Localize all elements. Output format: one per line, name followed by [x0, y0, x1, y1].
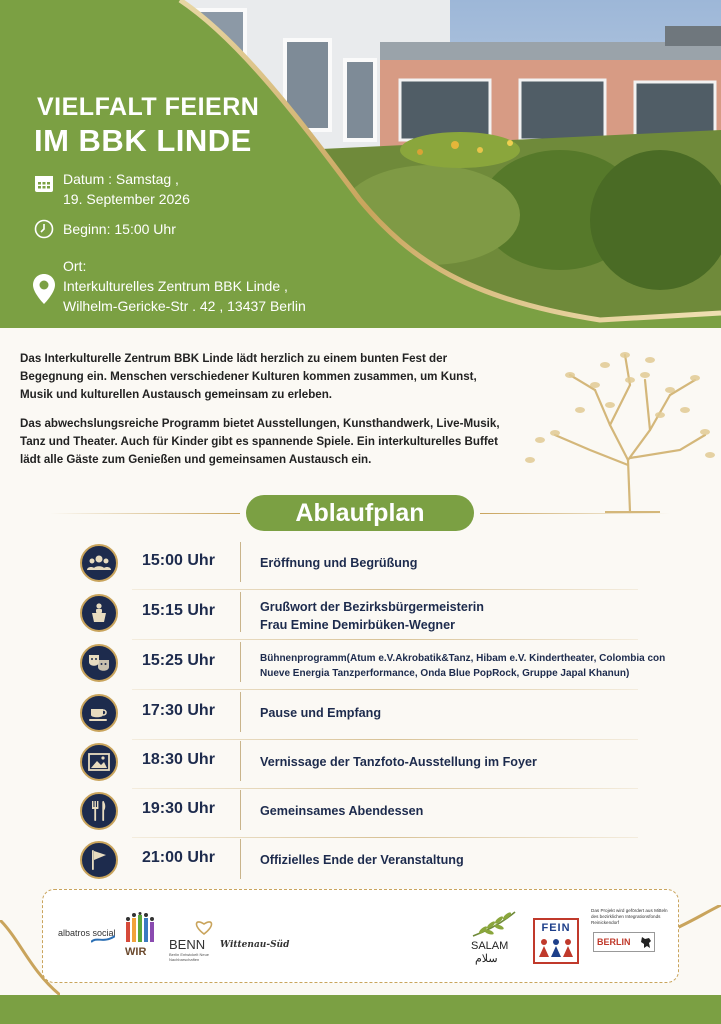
- wittenau-logo: Wittenau-Süd: [220, 940, 290, 950]
- begin-time: Beginn: 15:00 Uhr: [63, 221, 176, 237]
- benn-logo-text: BENN: [169, 937, 206, 952]
- schedule-time: 15:00 Uhr: [142, 552, 215, 569]
- schedule-time: 15:25 Uhr: [142, 652, 215, 669]
- albatros-logo: albatros social: [58, 928, 116, 938]
- cutlery-icon: [80, 792, 118, 830]
- schedule-description-line-2: Frau Emine Demirbüken-Wegner: [260, 618, 456, 632]
- schedule-description-line-2: Nueve Energia Tanzperformance, Onda Blue PopRock, Gruppe Japal Khanun): [260, 668, 630, 679]
- berlin-logo-text: BERLIN: [597, 937, 631, 947]
- row-divider: [240, 839, 241, 879]
- salam-olive-branch-icon: [469, 910, 519, 940]
- podium-icon: [80, 594, 118, 632]
- schedule-row: [80, 788, 638, 838]
- date-info: [34, 169, 190, 209]
- group-icon: [80, 544, 118, 582]
- location-line-2: Wilhelm-Gericke-Str . 42 , 13437 Berlin: [63, 298, 306, 314]
- title-line-1: VIELFALT FEIERN: [37, 93, 260, 121]
- footer-band: [0, 995, 721, 1024]
- hero-banner: [0, 0, 721, 328]
- intro-text: [20, 350, 510, 480]
- berlin-logo: [593, 932, 655, 952]
- schedule-description: Vernissage der Tanzfoto-Ausstellung im Foyer: [260, 755, 537, 769]
- clock-icon: [34, 219, 54, 239]
- salam-logo-text: SALAM: [471, 940, 509, 952]
- location-info: [34, 256, 306, 316]
- calendar-icon: [34, 173, 54, 193]
- intro-paragraph-1: Das Interkulturelle Zentrum BBK Linde lädt herzlich zu einem bunten Fest der Begegnung ein. Menschen verschiedener Kulturen kommen zusammen, um Kunst, Musik und kulturellen Austausch gemeinsam zu erleben.: [20, 352, 477, 401]
- benn-logo-icon: [191, 918, 217, 936]
- row-divider: [240, 741, 241, 781]
- wir-logo-text: WIR: [125, 946, 147, 958]
- schedule-description-line-1: Bühnenprogramm(Atum e.V.Akrobatik&Tanz, Hibam e.V. Kindertheater, Colombia con: [260, 653, 666, 664]
- schedule-row: [80, 690, 638, 740]
- schedule-time: 19:30 Uhr: [142, 800, 215, 817]
- date-line-2: 19. September 2026: [63, 191, 190, 207]
- schedule-row: [80, 540, 638, 590]
- schedule-row: [80, 739, 638, 789]
- schedule-description: Gemeinsames Abendessen: [260, 804, 424, 818]
- funding-note: Das Projekt wird gefördert aus Mitteln des bezirklichen Integrationsfonds Reinickendorf: [591, 908, 668, 925]
- fein-people-icon: [538, 937, 574, 959]
- schedule-description: Pause und Empfang: [260, 706, 382, 720]
- schedule-description: [260, 651, 690, 681]
- title-line-2: IM BBK LINDE: [34, 123, 252, 158]
- albatros-bird-icon: [91, 934, 115, 946]
- row-divider: [240, 790, 241, 830]
- row-divider: [240, 692, 241, 732]
- location-label: Ort:: [63, 258, 87, 274]
- flag-icon: [80, 841, 118, 879]
- schedule-row: [80, 640, 666, 690]
- row-divider: [240, 642, 241, 682]
- theater-masks-icon: [80, 644, 118, 682]
- benn-logo-subtitle: Berlin Entwickelt Neue Nachbarschaften: [169, 952, 210, 962]
- sponsor-logos: [42, 889, 679, 983]
- schedule-description: [260, 598, 484, 634]
- schedule-description-line-1: Grußwort der Bezirksbürgermeisterin: [260, 600, 484, 614]
- picture-icon: [80, 743, 118, 781]
- tree-illustration: [510, 340, 721, 515]
- wir-logo-icon: [123, 912, 163, 946]
- schedule-time: 21:00 Uhr: [142, 849, 215, 866]
- event-title: [34, 92, 259, 159]
- row-divider: [240, 542, 241, 582]
- schedule-row: [80, 837, 638, 887]
- header-divider-left: [50, 513, 240, 514]
- fein-logo: [533, 918, 579, 964]
- row-divider: [240, 592, 241, 632]
- schedule-description: Eröffnung und Begrüßung: [260, 556, 418, 570]
- location-pin-icon: [32, 273, 56, 305]
- schedule-time: 17:30 Uhr: [142, 702, 215, 719]
- salam-logo-arabic: سلام: [475, 953, 498, 965]
- coffee-cup-icon: [80, 694, 118, 732]
- schedule-heading: Ablaufplan: [246, 495, 474, 531]
- date-line-1: Datum : Samstag ,: [63, 171, 179, 187]
- location-line-1: Interkulturelles Zentrum BBK Linde ,: [63, 278, 288, 294]
- schedule-time: 15:15 Uhr: [142, 602, 215, 619]
- header-divider-right: [480, 513, 670, 514]
- berlin-bear-icon: [639, 935, 653, 950]
- intro-paragraph-2: Das abwechslungsreiche Programm bietet Ausstellungen, Kunsthandwerk, Live-Musik, Tanz und Theater. Auch für Kinder gibt es spannende Spiele. Ein interkulturelles Buffet lädt alle Gäste zum Genießen und gemeinsamen Austausch ein.: [20, 417, 500, 466]
- fein-logo-text: FEIN: [541, 922, 571, 934]
- schedule-description: Offizielles Ende der Veranstaltung: [260, 853, 464, 867]
- begin-info: [34, 219, 176, 239]
- schedule-time: 18:30 Uhr: [142, 751, 215, 768]
- schedule-row: [80, 590, 638, 640]
